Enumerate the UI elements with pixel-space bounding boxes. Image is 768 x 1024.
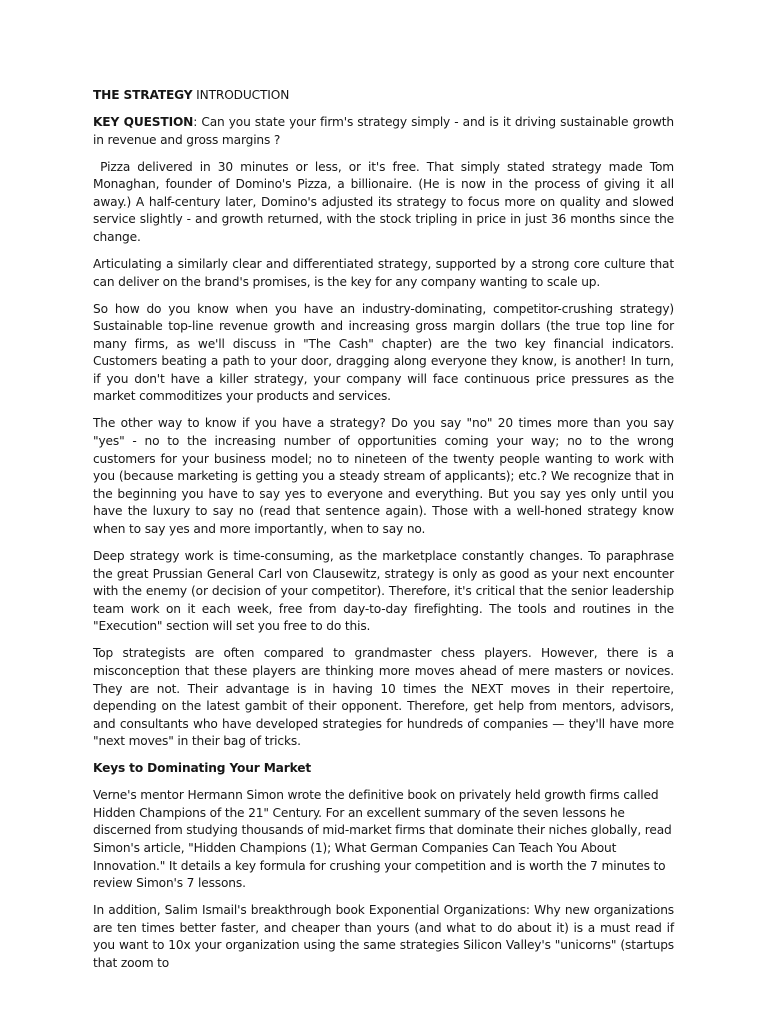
paragraph-say-no: The other way to know if you have a strategy? Do you say "no" 20 times more than you say "yes" - no to the increasing number of opportunities coming your way; no to the wrong customers for your business model; no to nineteen of the twenty people wanting to work with you (because marketing is getting you a steady stream of applicants); etc.? We recognize that in the beginning you have to say yes to everyone and everything. But you say yes only until you have the luxury to say no (read that sentence again). Those with a well-honed strategy know when to say yes and more importantly, when to say no. — [93, 416, 674, 537]
paragraph-dominos: Pizza delivered in 30 minutes or less, or it's free. That simply stated strategy made Tom Monaghan, founder of Domino's Pizza, a billionaire. (He is now in the process of giving it all away.) A half-century later, Domino's adjusted its strategy to focus more on quality and slowed service slightly - and growth returned, with the stock tripling in price in just 36 months since the change. — [93, 159, 678, 244]
key-question-text: : Can you state your firm's strategy simply - and is it driving sustainable growth in revenue and gross margins ? — [93, 114, 674, 147]
paragraph-exponential-organizations: In addition, Salim Ismail's breakthrough book Exponential Organizations: Why new organizations are ten times better faster, and cheaper than yours (and what to do about it) is a must read if you want to 10x your organization using the same strategies Silicon Valley's "unicorns" (startups that zoom to — [93, 903, 674, 971]
paragraph-how-do-you-know: So how do you know when you have an industry-dominating, competitor-crushing strategy) Sustainable top-line revenue growth and increasing gross margin dollars (the true top line for many firms, as we'll discuss in "The Cash" chapter) are the two key financial indicators. Customers beating a path to your door, dragging along everyone they know, is another! In turn, if you don't have a killer strategy, your company will face continuous price pressures as the market commoditizes your products and services. — [93, 301, 674, 404]
section-title — [93, 87, 674, 105]
title-bold: THE STRATEGY — [93, 88, 193, 102]
document-body — [93, 87, 678, 982]
title-rest: INTRODUCTION — [192, 88, 290, 102]
paragraph-deep-strategy: Deep strategy work is time-consuming, as the marketplace constantly changes. To paraphrase the great Prussian General Carl von Clausewitz, strategy is only as good as your next encounter with the enemy (or decision of your competitor). Therefore, it's critical that the senior leadership team work on it each week, free from day-to-day firefighting. The tools and routines in the "Execution" section will set you free to do this. — [93, 549, 674, 634]
paragraph-articulating: Articulating a similarly clear and differentiated strategy, supported by a strong core culture that can deliver on the brand's promises, is the key for any company wanting to scale up. — [93, 256, 674, 289]
subsection-heading: Keys to Dominating Your Market — [93, 761, 312, 776]
key-question — [93, 114, 674, 149]
paragraph-hidden-champions: Verne's mentor Hermann Simon wrote the definitive book on privately held growth firms called Hidden Champions of the 21" Century. For an excellent summary of the seven lessons he discerned from studying thousands of mid-market firms that dominate their niches globally, read Simon's article, "Hidden Champions (1); What German Companies Can Teach You About Innovation." It details a key formula for crushing your competition and is worth the 7 minutes to review Simon's 7 lessons. — [93, 788, 672, 891]
key-question-label: KEY QUESTION — [93, 114, 194, 129]
paragraph-top-strategists: Top strategists are often compared to grandmaster chess players. However, there is a misconception that these players are thinking more moves ahead of mere masters or novices. They are not. Their advantage is in having 10 times the NEXT moves in their repertoire, depending on the latest gambit of their opponent. Therefore, get help from mentors, advisors, and consultants who have developed strategies for hundreds of companies — they'll have more "next moves" in their bag of tricks. — [93, 646, 674, 749]
